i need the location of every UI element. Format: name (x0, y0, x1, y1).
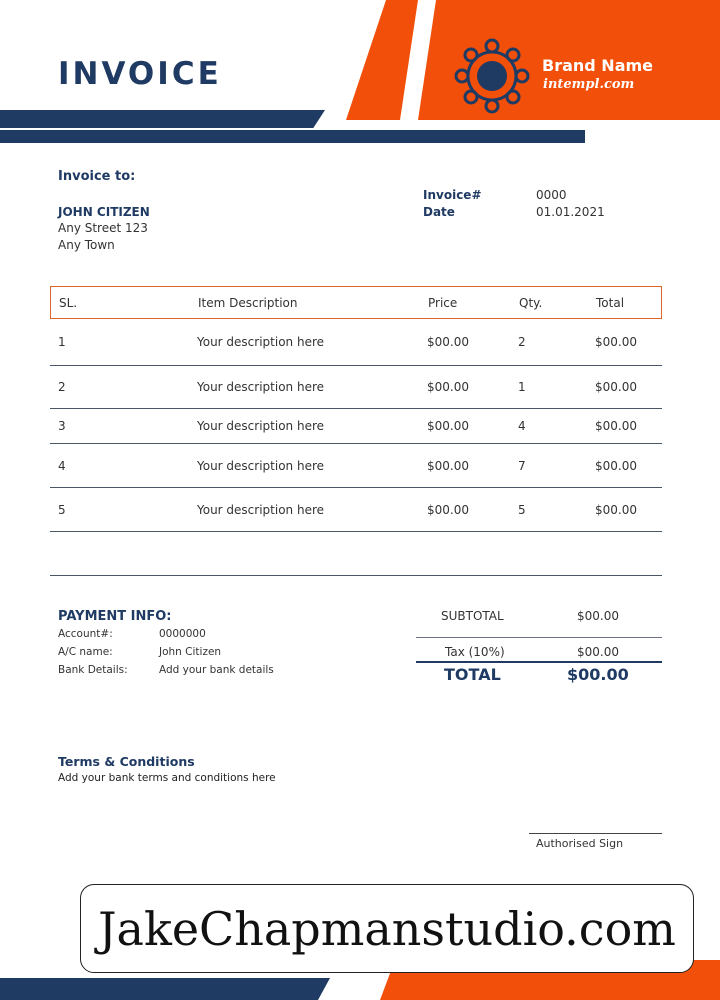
terms-title: Terms & Conditions (58, 754, 195, 769)
row-total: $00.00 (595, 335, 637, 349)
signature-label: Authorised Sign (536, 837, 624, 850)
row-total: $00.00 (595, 502, 637, 517)
header-sl: SL. (59, 295, 78, 310)
page-title: INVOICE (58, 56, 222, 92)
header-navy-line (0, 130, 585, 143)
header-navy-bar (0, 110, 325, 130)
terms-text: Add your bank terms and conditions here (58, 772, 276, 784)
payment-info-title: PAYMENT INFO: (58, 609, 172, 624)
table-row (50, 444, 662, 488)
total-label: TOTAL (444, 665, 501, 684)
table-header (50, 286, 662, 319)
header-description: Item Description (198, 295, 298, 310)
row-price: $00.00 (427, 502, 469, 517)
client-name: JOHN CITIZEN (58, 205, 150, 219)
account-label: Account#: (58, 628, 113, 640)
row-description: Your description here (197, 380, 325, 394)
header-price: Price (428, 295, 458, 310)
bank-details-value: Add your bank details (159, 664, 274, 676)
row-sl: 1 (58, 335, 66, 349)
header-qty: Qty. (519, 295, 543, 310)
row-sl: 2 (58, 380, 66, 394)
client-street: Any Street 123 (58, 221, 148, 235)
row-price: $00.00 (427, 380, 469, 394)
brand-name: Brand Name (542, 56, 654, 75)
table-empty-row (50, 532, 662, 576)
signature-line (529, 833, 662, 834)
row-total: $00.00 (595, 458, 637, 473)
row-qty: 2 (518, 335, 526, 349)
row-description: Your description here (197, 502, 325, 517)
header-bar-gap (0, 128, 320, 130)
row-description: Your description here (197, 419, 325, 433)
footer-navy-bar (0, 978, 330, 1000)
invoice-number-label: Invoice# (423, 188, 482, 202)
ac-name-value: John Citizen (159, 646, 222, 658)
tax-value: $00.00 (577, 645, 619, 659)
row-total: $00.00 (595, 419, 637, 433)
items-table (50, 286, 662, 576)
totals-divider (416, 637, 662, 638)
row-total: $00.00 (595, 380, 637, 394)
row-description: Your description here (197, 335, 325, 349)
row-sl: 5 (58, 502, 66, 517)
row-description: Your description here (197, 458, 325, 473)
total-divider (416, 661, 662, 663)
row-sl: 3 (58, 419, 66, 433)
row-price: $00.00 (427, 419, 469, 433)
brand-url: intempl.com (543, 77, 635, 92)
row-qty: 1 (518, 380, 526, 394)
row-price: $00.00 (427, 458, 469, 473)
table-row (50, 319, 662, 366)
total-value: $00.00 (567, 665, 629, 684)
ac-name-label: A/C name: (58, 646, 113, 658)
row-qty: 4 (518, 419, 526, 433)
table-row (50, 409, 662, 444)
watermark-banner: JakeChapmanstudio.com (80, 884, 694, 973)
invoice-date-value: 01.01.2021 (536, 205, 605, 219)
invoice-to-label: Invoice to: (58, 169, 136, 184)
row-qty: 7 (518, 458, 526, 473)
subtotal-label: SUBTOTAL (441, 609, 504, 623)
table-row (50, 366, 662, 409)
subtotal-value: $00.00 (577, 609, 619, 623)
row-price: $00.00 (427, 335, 469, 349)
bank-details-label: Bank Details: (58, 664, 128, 676)
row-qty: 5 (518, 502, 526, 517)
header-total: Total (596, 295, 625, 310)
table-row (50, 488, 662, 532)
client-town: Any Town (58, 238, 115, 252)
invoice-date-label: Date (423, 205, 455, 219)
row-sl: 4 (58, 458, 66, 473)
gear-circle-icon (449, 34, 535, 118)
invoice-number-value: 0000 (536, 188, 567, 202)
tax-label: Tax (10%) (445, 645, 505, 659)
account-value: 0000000 (159, 628, 206, 640)
